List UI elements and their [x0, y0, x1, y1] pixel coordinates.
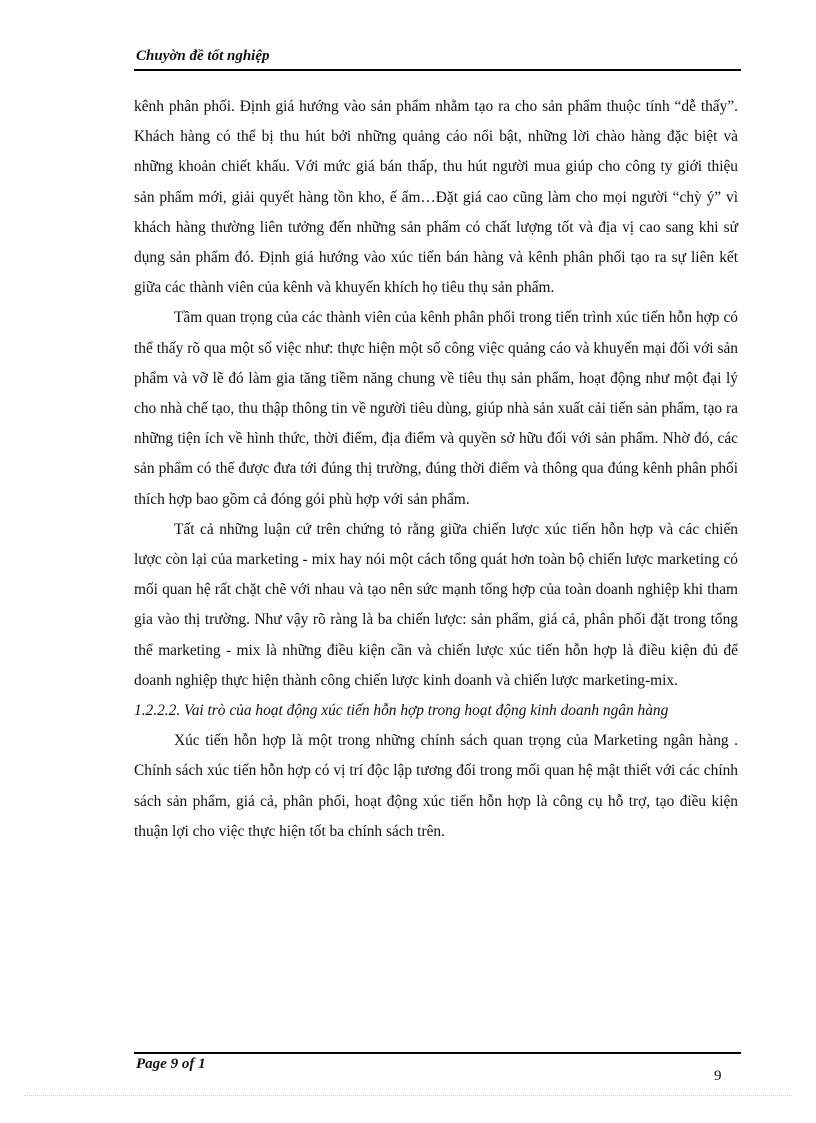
page-bottom-border	[24, 1095, 792, 1096]
paragraph-4: Xúc tiến hỗn hợp là một trong những chính sách quan trọng của Marketing ngân hàng . Chính sách xúc tiến hỗn hợp có vị trí độc lập tương đối trong mối quan hệ mật thiết với các chính sách sản phẩm, giá cả, phân phối, hoạt động xúc tiến hỗn hợp là công cụ hỗ trợ, tạo điều kiện thuận lợi cho việc thực hiện tốt ba chính sách trên.	[134, 732, 738, 840]
footer-divider	[134, 1052, 741, 1054]
paragraph-3: Tất cả những luận cứ trên chứng tỏ rằng giữa chiến lược xúc tiến hỗn hợp và các chiến lược còn lại của marketing - mix hay nói một cách tổng quát hơn toàn bộ chiến lược marketing có mối quan hệ rất chặt chẽ với nhau và tạo nên sức mạnh tổng hợp của toàn doanh nghiệp khi tham gia vào thị trường. Như vậy rõ ràng là ba chiến lược: sản phẩm, giá cả, phân phối đặt trong tổng thể marketing - mix là những điều kiện cần và chiến lược xúc tiến hỗn hợp là điều kiện đủ để doanh nghiệp thực hiện thành công chiến lược kinh doanh và chiến lược marketing-mix.	[134, 520, 738, 689]
page-number: 9	[714, 1068, 722, 1084]
header-divider	[134, 69, 741, 71]
footer-page-label: Page 9 of 1	[136, 1056, 206, 1072]
section-heading: 1.2.2.2. Vai trò của hoạt động xúc tiến hỗn hợp trong hoạt động kinh doanh ngân hàng	[134, 702, 669, 720]
header-title: Chuyờn đề tốt nghiệp	[136, 48, 270, 64]
paragraph-1: kênh phân phối. Định giá hướng vào sản phẩm nhằm tạo ra cho sản phẩm thuộc tính “dễ thấy”. Khách hàng có thể bị thu hút bởi những quảng cáo nổi bật, những lời chào hàng đặc biệt và những khoản chiết khấu. Với mức giá bán thấp, thu hút người mua giúp cho công ty giới thiệu sản phẩm mới, giải quyết hàng tồn kho, ế ẩm…Đặt giá cao cũng làm cho mọi người “chỳ ý” vì khách hàng thường liên tưởng đến những sản phẩm có chất lượng tốt và địa vị cao sang khi sử dụng sản phẩm đó. Định giá hướng vào xúc tiến bán hàng và kênh phân phối tạo ra sự liên kết giữa các thành viên của kênh và khuyến khích họ tiêu thụ sản phẩm.	[134, 98, 738, 297]
document-body	[134, 92, 738, 847]
paragraph-2: Tầm quan trọng của các thành viên của kênh phân phối trong tiến trình xúc tiến hỗn hợp có thể thấy rõ qua một số việc như: thực hiện một số công việc quảng cáo và khuyến mại đối với sản phẩm và vỡ lẽ đó làm gia tăng tiềm năng chung về tiêu thụ sản phẩm, hoạt động như một đại lý cho nhà chế tạo, thu thập thông tin về người tiêu dùng, giúp nhà sản xuất cải tiến sản phẩm, tạo ra những tiện ích về hình thức, thời điểm, địa điểm và quyền sở hữu đối với sản phẩm. Nhờ đó, các sản phẩm có thể được đưa tới đúng thị trường, đúng thời điểm và thông qua đúng kênh phân phối thích hợp bao gồm cả đóng gói phù hợp với sản phẩm.	[134, 309, 738, 508]
